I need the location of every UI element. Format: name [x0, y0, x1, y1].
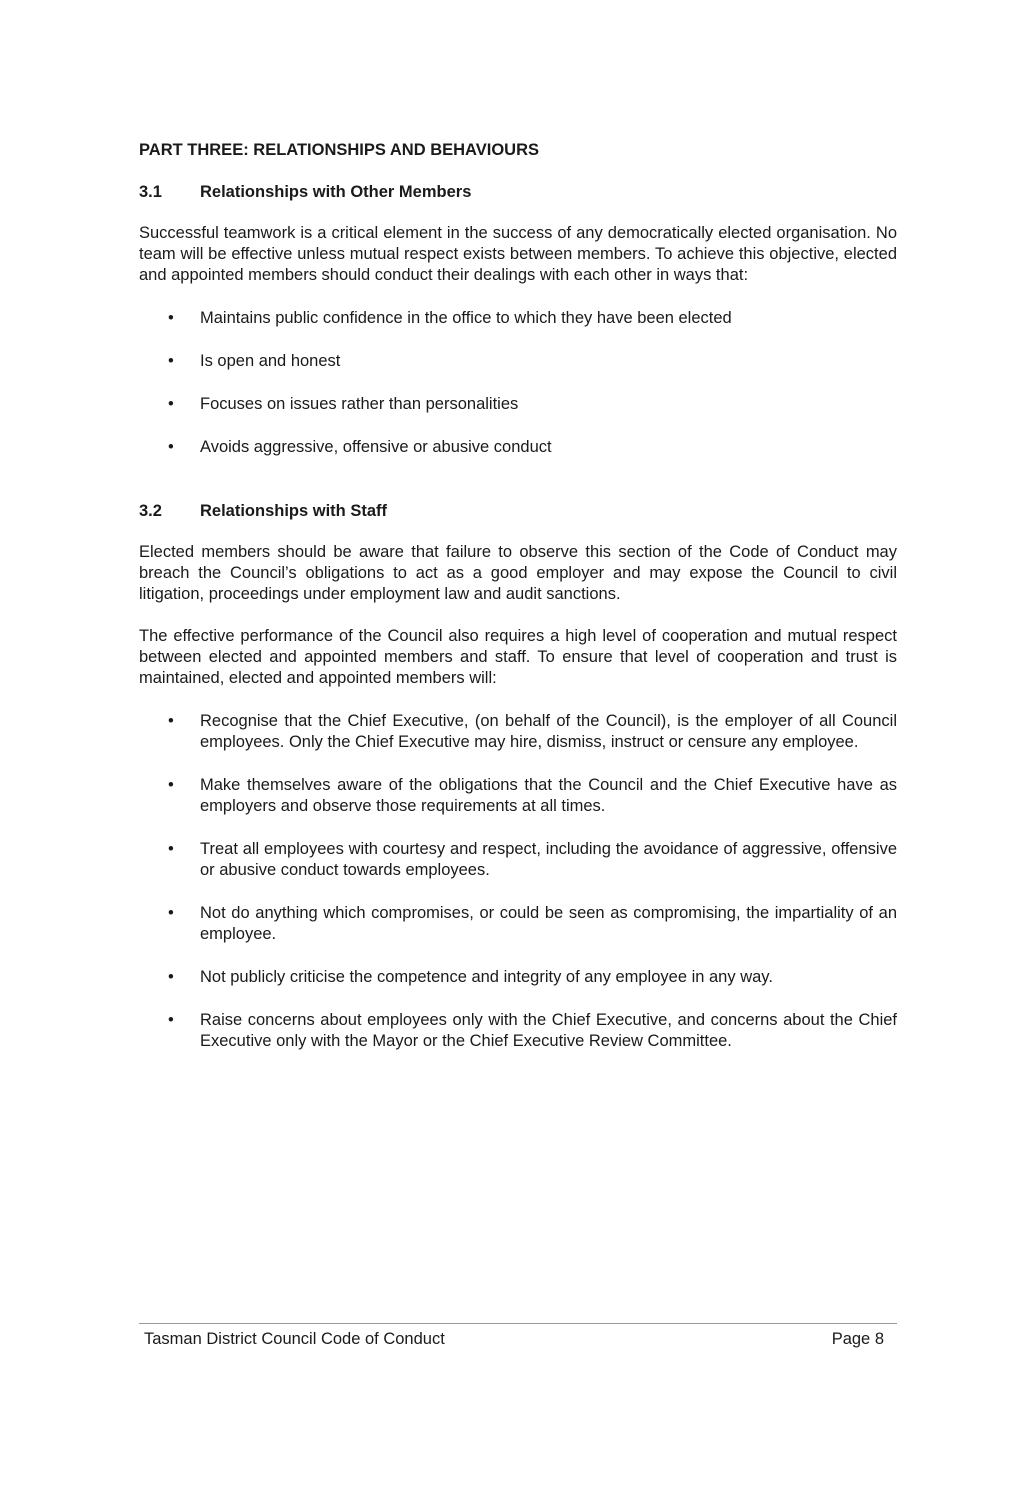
- bullet-icon: •: [168, 352, 174, 370]
- bullet-icon: •: [168, 840, 174, 858]
- list-item: • Recognise that the Chief Executive, (on behalf of the Council), is the employer of all Council employees. Only the Chief Executive may hire, dismiss, instruct or censure any employee.: [168, 712, 897, 751]
- section-title: Relationships with Staff: [200, 502, 388, 520]
- list-item: • Avoids aggressive, offensive or abusive conduct: [168, 438, 552, 456]
- list-item: • Not do anything which compromises, or could be seen as compromising, the impartiality of an employee.: [168, 904, 897, 943]
- bullet-icon: •: [168, 712, 174, 730]
- list-item: • Raise concerns about employees only with the Chief Executive, and concerns about the Chief Executive only with the Mayor or the Chief Executive Review Committee.: [168, 1011, 897, 1050]
- bullet-icon: •: [168, 438, 174, 456]
- section-title: Relationships with Other Members: [200, 183, 472, 201]
- bullet-icon: •: [168, 309, 174, 327]
- bullet-icon: •: [168, 776, 174, 794]
- page-footer: [139, 1323, 897, 1350]
- list-item: • Make themselves aware of the obligations that the Council and the Chief Executive have as employers and observe those requirements at all times.: [168, 776, 897, 815]
- section-3-2-paragraph-1: Elected members should be aware that failure to observe this section of the Code of Conduct may breach the Council’s obligations to act as a good employer and may expose the Council to civil litigation, proceedings under employment law and audit sanctions.: [139, 543, 897, 603]
- part-title: PART THREE: RELATIONSHIPS AND BEHAVIOURS: [139, 141, 539, 159]
- bullet-icon: •: [168, 395, 174, 413]
- bullet-icon: •: [168, 968, 174, 986]
- list-item: • Not publicly criticise the competence and integrity of any employee in any way.: [168, 968, 773, 986]
- section-number: 3.2: [139, 502, 162, 520]
- document-page: [139, 139, 897, 1052]
- list-item: • Focuses on issues rather than personalities: [168, 395, 519, 413]
- section-3-2-bullet-list: [139, 711, 897, 1052]
- section-3-2-paragraph-2: The effective performance of the Council also requires a high level of cooperation and mutual respect between elected and appointed members and staff. To ensure that level of cooperation and trust is maintained, elected and appointed members will:: [139, 627, 897, 687]
- footer-page-number: Page 8: [831, 1330, 884, 1348]
- footer-document-title: Tasman District Council Code of Conduct: [144, 1330, 445, 1348]
- bullet-icon: •: [168, 1011, 174, 1029]
- section-heading-3-2: [139, 500, 897, 522]
- section-heading-3-1: [139, 181, 897, 203]
- section-3-1-intro: Successful teamwork is a critical element in the success of any democratically elected organisation. No team will be effective unless mutual respect exists between members. To achieve this objective, elected and appointed members should conduct their dealings with each other in ways that:: [139, 224, 897, 284]
- section-number: 3.1: [139, 183, 162, 201]
- list-item: • Treat all employees with courtesy and respect, including the avoidance of aggressive, offensive or abusive conduct towards employees.: [168, 840, 897, 879]
- bullet-icon: •: [168, 904, 174, 922]
- list-item: • Maintains public confidence in the office to which they have been elected: [168, 309, 732, 327]
- list-item: • Is open and honest: [168, 352, 341, 370]
- section-3-1-bullet-list: [139, 308, 897, 458]
